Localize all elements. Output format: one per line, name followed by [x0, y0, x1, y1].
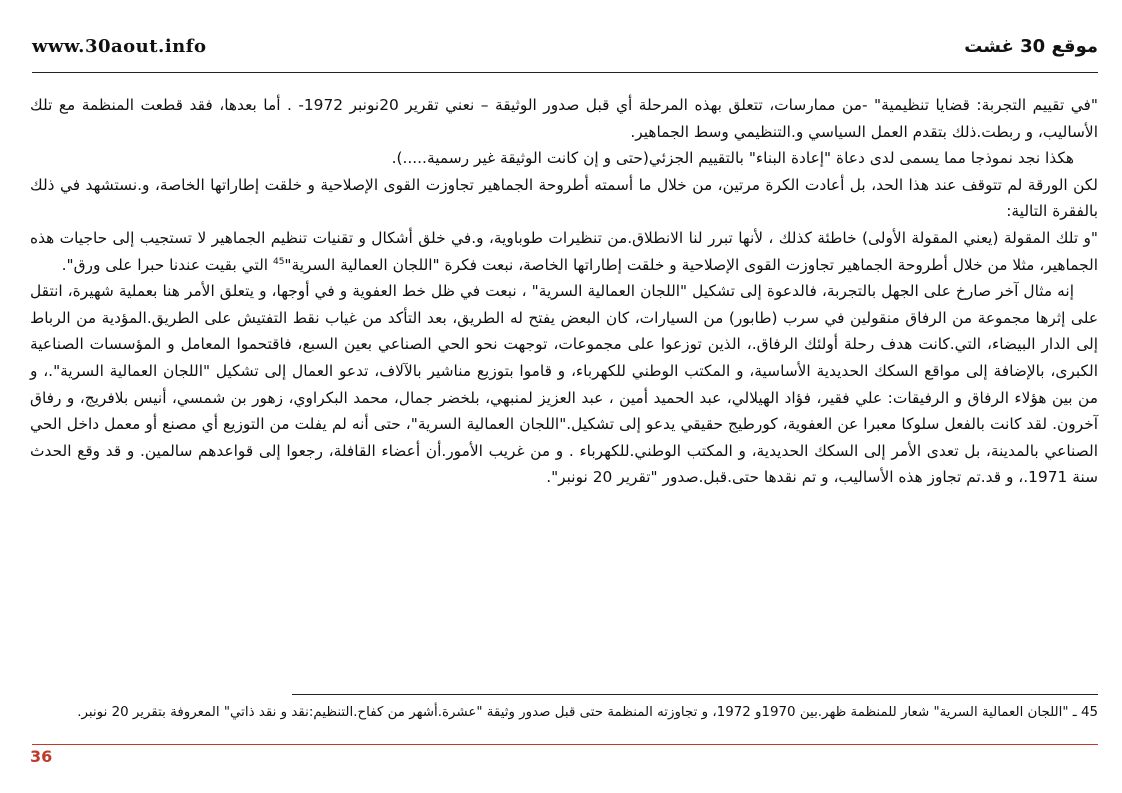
paragraph-4-quote: [30, 225, 1098, 278]
footnote: 45 ـ "اللجان العمالية السرية" شعار للمنظمة ظهر.بين 1970و 1972، و تجاوزته المنظمة حتى قبل صدور وثيقة "عشرة.أشهر من كفاح.التنظيم:نقد و نقد ذاتي" المعروفة بتقرير 20 نونبر.: [77, 705, 1098, 720]
page-header: [32, 34, 1098, 66]
article-body: [30, 92, 1098, 491]
quote-text-after-ref: التي بقيت عندنا حبرا على ورق".: [61, 255, 269, 274]
paragraph-1: "في تقييم التجربة: قضايا تنظيمية" -من ممارسات، تتعلق بهذه المرحلة أي قبل صدور الوثيقة – نعني تقرير 20نونبر 1972- . أما بعدها، فقد قطعت المنظمة مع تلك الأساليب، و ربطت.ذلك بتقدم العمل السياسي و.التنظيمي وسط الجماهير.: [30, 96, 1098, 141]
quote-text-before-ref: "و تلك المقولة (يعني المقولة الأولى) خاطئة كذلك ، لأنها تبرر لنا الانطلاق.من تنظيرات طوباوية، و.في خلق أشكال و تقنيات تنظيم الجماهير لا تستجيب إلى حاجيات هذه الجماهير، مثلا من خلال أطروحة الجماهير تجاوزت القوى الإصلاحية و خلقت إطاراتها الخاصة، نبعت فكرة "اللجان العمالية السرية": [30, 228, 1098, 274]
paragraph-2: هكذا نجد نموذجا مما يسمى لدى دعاة "إعادة البناء" بالتقييم الجزئي(حتى و إن كانت الوثيقة غير رسمية.....).: [391, 149, 1074, 168]
paragraph-3: لكن الورقة لم تتوقف عند هذا الحد، بل أعادت الكرة مرتين، من خلال ما أسمته أطروحة الجماهير تجاوزت القوى الإصلاحية و خلقت إطاراتها الخاصة، و.نستشهد في ذلك بالفقرة التالية:: [30, 175, 1098, 221]
footnote-reference: 45: [272, 256, 285, 267]
page-number: 36: [30, 747, 53, 766]
site-url: www.30aout.info: [32, 36, 207, 57]
footer-divider: [32, 744, 1098, 745]
footnote-divider: [292, 694, 1098, 695]
paragraph-5: إنه مثال آخر صارخ على الجهل بالتجربة، فالدعوة إلى تشكيل "اللجان العمالية السرية" ، نبعت في ظل خط العفوية و في أوجها، و يتعلق الأمر هنا بعملية شهيرة، انتقل على إثرها مجموعة من الرفاق منقولين في سرب (طابور) من السيارات، كان البعض يفتح له الطريق، بعد التأكد من غياب نقط التفتيش على الطريق.المؤدية من الرباط إلى الدار البيضاء، التي.كانت هدف رحلة أولئك الرفاق.، الذين توزعوا على مجموعات، توجهت نحو الحي الصناعي بعين السبع، فاقتحموا المعامل و المؤسسات الصناعية الكبرى، بالإضافة إلى مواقع السكك الحديدية الأساسية، و المكتب الوطني للكهرباء، و قاموا بتوزيع مناشير بالآلاف، تدعو العمال إلى تشكيل "اللجان العمالية السرية".، و من بين هؤلاء الرفاق و الرفيقات: علي فقير، فؤاد الهيلالي، عبد الحميد أمين ، عبد العزيز لمنبهي، بلخضر جمال، محمد البكراوي، زهور بن شمسي، أنيس بلافريج، و رفاق آخرون. لقد كانت بالفعل سلوكا معبرا عن العفوية، كورطيج حقيقي يدعو إلى تشكيل."اللجان العمالية السرية"، حتى أنه لم يفلت من التوزيع أي مصنع أو معمل داخل الحي الصناعي بالمدينة، بل تعدى الأمر إلى السكك الحديدية، و المكتب الوطني.للكهرباء . و من غريب الأمور.أن أعضاء القافلة، رجعوا إلى قواعدهم سالمين. و قد وقع الحدث سنة 1971.، و قد.تم تجاوز هذه الأساليب، و تم نقدها حتى.قبل.صدور "تقرير 20 نونبر".: [30, 282, 1098, 487]
site-name: موقع 30 غشت: [964, 36, 1098, 57]
header-divider: [32, 72, 1098, 73]
